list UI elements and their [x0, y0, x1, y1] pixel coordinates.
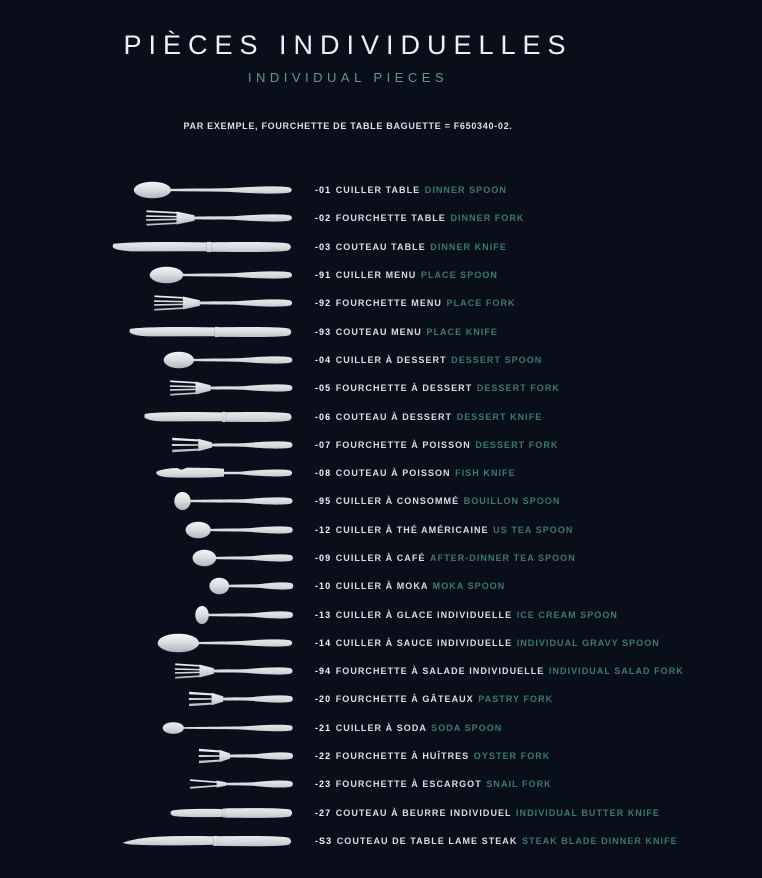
item-name-fr: FOURCHETTE MENU: [335, 298, 442, 309]
catalog-item-row: [0, 261, 762, 289]
individual-butter-knife-image: [0, 803, 295, 823]
item-label: [315, 751, 550, 761]
item-code: -94: [315, 666, 332, 677]
catalog-item-row: [0, 516, 762, 544]
catalog-item-row: [0, 346, 762, 374]
catalog-item-row: [0, 657, 762, 685]
item-name-fr: CUILLER À DESSERT: [335, 354, 447, 365]
item-code: -91: [315, 270, 332, 281]
dinner-knife-image: [0, 237, 295, 257]
item-name-en: DESSERT FORK: [476, 383, 560, 394]
catalog-item-row: [0, 544, 762, 572]
item-code: -22: [315, 751, 332, 762]
item-label: [315, 213, 525, 223]
item-label: [315, 553, 576, 563]
item-name-fr: CUILLER À THÉ AMÉRICAINE: [335, 524, 489, 535]
item-label: [315, 298, 516, 308]
catalog-item-row: [0, 176, 762, 204]
item-code: -05: [315, 383, 332, 394]
place-spoon-image: [0, 265, 295, 285]
item-label: [315, 638, 660, 648]
dessert-fork-image: [0, 435, 295, 455]
item-name-en: PLACE FORK: [446, 298, 516, 309]
item-name-fr: FOURCHETTE À SALADE INDIVIDUELLE: [335, 666, 545, 677]
catalog-item-row: [0, 742, 762, 770]
catalog-item-row: [0, 685, 762, 713]
catalog-item-row: [0, 827, 762, 855]
dessert-fork-image: [0, 378, 295, 398]
item-label: [315, 723, 502, 733]
item-code: -07: [315, 439, 332, 450]
item-name-en: DINNER FORK: [450, 213, 525, 224]
item-label: [315, 355, 542, 365]
item-label: [315, 383, 560, 393]
catalog-item-row: [0, 431, 762, 459]
catalog-item-row: [0, 799, 762, 827]
item-code: -95: [315, 496, 332, 507]
fish-knife-image: [0, 463, 295, 483]
item-code: -13: [315, 609, 332, 620]
item-name-en: PLACE SPOON: [420, 270, 498, 281]
item-code: -20: [315, 694, 332, 705]
catalog-item-row: [0, 487, 762, 515]
place-fork-image: [0, 293, 295, 313]
item-code: -01: [315, 185, 332, 196]
item-label: [315, 185, 507, 195]
item-code: -03: [315, 241, 332, 252]
item-name-en: AFTER-DINNER TEA SPOON: [430, 553, 576, 563]
catalog-item-row: [0, 233, 762, 261]
item-label: [315, 610, 618, 620]
item-name-fr: CUILLER À CONSOMMÉ: [335, 496, 460, 507]
item-name-en: INDIVIDUAL SALAD FORK: [548, 666, 684, 677]
items-list: [0, 176, 762, 855]
item-name-en: FISH KNIFE: [455, 468, 516, 479]
item-name-fr: CUILLER À SODA: [335, 722, 427, 733]
items-section: [0, 176, 762, 855]
item-name-en: OYSTER FORK: [473, 751, 551, 762]
catalog-item-row: [0, 459, 762, 487]
catalog-item-row: [0, 402, 762, 430]
item-code: -12: [315, 524, 332, 535]
individual-salad-fork-image: [0, 661, 295, 681]
steak-blade-dinner-knife-image: [0, 831, 295, 851]
page-header: [0, 0, 696, 131]
item-name-fr: COUTEAU TABLE: [335, 241, 426, 252]
item-code: -02: [315, 213, 332, 224]
item-name-fr: COUTEAU À BEURRE INDIVIDUEL: [335, 807, 512, 818]
item-name-en: INDIVIDUAL GRAVY SPOON: [516, 637, 660, 648]
item-label: [315, 694, 553, 704]
item-name-fr: COUTEAU MENU: [335, 326, 422, 337]
item-name-fr: FOURCHETTE À HUÎTRES: [335, 751, 470, 762]
item-label: [315, 581, 505, 591]
item-name-en: PLACE KNIFE: [426, 326, 498, 337]
item-name-en: DINNER KNIFE: [430, 241, 507, 252]
item-name-fr: FOURCHETTE À ESCARGOT: [335, 779, 482, 790]
item-name-en: INDIVIDUAL BUTTER KNIFE: [516, 807, 660, 818]
item-name-fr: COUTEAU À POISSON: [335, 468, 451, 479]
item-label: [315, 836, 678, 846]
item-label: [315, 779, 552, 789]
item-name-en: US TEA SPOON: [493, 524, 574, 535]
item-name-en: DINNER SPOON: [424, 185, 507, 196]
catalog-item-row: [0, 714, 762, 742]
item-name-fr: CUILLER À CAFÉ: [335, 553, 426, 563]
item-label: [315, 808, 660, 818]
soda-spoon-image: [0, 718, 295, 738]
catalog-item-row: [0, 289, 762, 317]
dinner-fork-image: [0, 208, 295, 228]
pastry-fork-image: [0, 689, 295, 709]
ice-cream-spoon-image: [0, 605, 295, 625]
oyster-fork-image: [0, 746, 295, 766]
item-name-fr: COUTEAU DE TABLE LAME STEAK: [336, 835, 518, 846]
item-label: [315, 468, 516, 478]
item-name-fr: CUILLER TABLE: [335, 185, 421, 196]
item-name-fr: FOURCHETTE TABLE: [335, 213, 446, 224]
item-code: -04: [315, 354, 332, 365]
item-name-en: MOKA SPOON: [432, 581, 506, 592]
page-title: PIÈCES INDIVIDUELLES: [123, 30, 573, 60]
item-code: -23: [315, 779, 332, 790]
item-name-en: DESSERT FORK: [475, 439, 559, 450]
item-label: [315, 412, 542, 422]
item-name-fr: CUILLER À MOKA: [335, 581, 429, 592]
individual-gravy-spoon-image: [0, 633, 295, 653]
item-code: -27: [315, 807, 332, 818]
bouillon-spoon-image: [0, 491, 295, 511]
item-name-fr: CUILLER À SAUCE INDIVIDUELLE: [335, 637, 513, 648]
item-name-en: DESSERT SPOON: [451, 354, 543, 365]
item-code: -09: [315, 553, 332, 563]
place-knife-image: [0, 322, 295, 342]
item-code: -93: [315, 326, 332, 337]
item-name-en: STEAK BLADE DINNER KNIFE: [521, 835, 678, 846]
item-name-en: ICE CREAM SPOON: [516, 609, 618, 620]
us-tea-spoon-image: [0, 520, 295, 540]
item-name-fr: FOURCHETTE À DESSERT: [335, 383, 473, 394]
after-dinner-tea-spoon-image: [0, 548, 295, 568]
item-name-fr: CUILLER MENU: [335, 270, 417, 281]
item-name-fr: FOURCHETTE À POISSON: [335, 439, 471, 450]
item-code: -08: [315, 468, 332, 479]
item-label: [315, 496, 560, 506]
item-name-fr: CUILLER À GLACE INDIVIDUELLE: [335, 609, 513, 620]
item-label: [315, 327, 498, 337]
item-name-fr: COUTEAU À DESSERT: [335, 411, 453, 422]
item-label: [315, 525, 573, 535]
catalog-item-row: [0, 770, 762, 798]
catalog-item-row: [0, 629, 762, 657]
moka-spoon-image: [0, 576, 295, 596]
item-label: [315, 270, 498, 280]
item-name-en: SNAIL FORK: [486, 779, 552, 790]
page-subtitle: INDIVIDUAL PIECES: [247, 70, 449, 85]
catalog-item-row: [0, 572, 762, 600]
item-name-en: PASTRY FORK: [478, 694, 554, 705]
item-label: [315, 440, 558, 450]
item-code: -21: [315, 722, 332, 733]
item-code: -10: [315, 581, 332, 592]
item-code: -06: [315, 411, 332, 422]
example-note: PAR EXEMPLE, FOURCHETTE DE TABLE BAGUETTE = F650340-02.: [183, 121, 513, 131]
catalog-item-row: [0, 204, 762, 232]
catalog-item-row: [0, 600, 762, 628]
item-name-en: BOUILLON SPOON: [463, 496, 561, 507]
item-label: [315, 666, 684, 676]
snail-fork-image: [0, 774, 295, 794]
item-label: [315, 242, 507, 252]
dessert-spoon-image: [0, 350, 295, 370]
item-name-en: DESSERT KNIFE: [456, 411, 543, 422]
item-code: -14: [315, 637, 332, 648]
catalog-item-row: [0, 374, 762, 402]
item-name-en: SODA SPOON: [431, 722, 503, 733]
dessert-knife-image: [0, 407, 295, 427]
item-name-fr: FOURCHETTE À GÂTEAUX: [335, 694, 474, 705]
dinner-spoon-image: [0, 180, 295, 200]
item-code: -92: [315, 298, 332, 309]
item-code: -S3: [315, 835, 333, 846]
catalog-item-row: [0, 317, 762, 345]
